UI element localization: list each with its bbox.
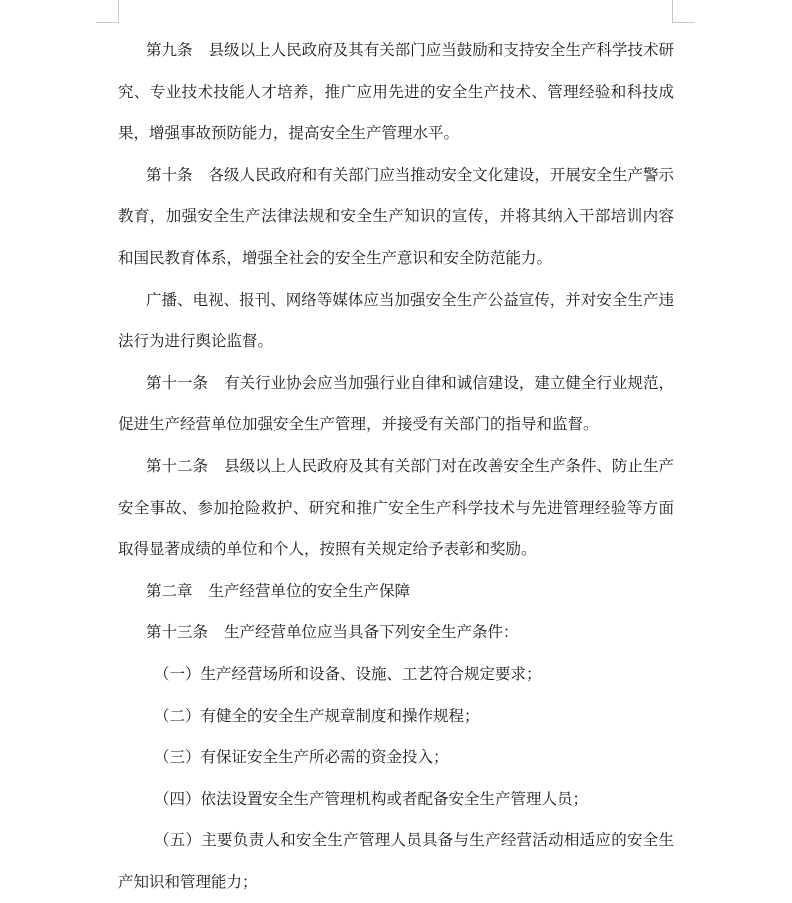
paragraph-article-10 [118, 155, 674, 280]
list-item [118, 654, 674, 696]
article-number: 第十二条 [146, 456, 209, 475]
list-item-text: （四）依法设置安全生产管理机构或者配备安全生产管理人员； [154, 789, 589, 808]
paragraph-article-12 [118, 446, 674, 571]
paragraph-text: 县级以上人民政府及其有关部门应当鼓励和支持安全生产科学技术研究、专业技术技能人才培养，推广应用先进的安全生产技术、管理经验和科技成果，增强事故预防能力，提高安全生产管理水平。 [118, 41, 674, 143]
article-number: 第十一条 [146, 373, 209, 392]
article-number: 第十条 [146, 165, 193, 184]
page-corner-mark-right [672, 0, 695, 23]
paragraph-media [118, 280, 674, 363]
paragraph-text: 县级以上人民政府及其有关部门对在改善安全生产条件、防止生产安全事故、参加抢险救护、研究和推广安全生产科学技术与先进管理经验等方面取得显著成绩的单位和个人，按照有关规定给予表彰和奖励。 [118, 456, 674, 559]
list-item-text: （一）生产经营场所和设备、设施、工艺符合规定要求； [154, 664, 542, 683]
article-number: 第十三条 [146, 623, 209, 642]
paragraph-article-9 [118, 30, 674, 155]
paragraph-article-13 [118, 612, 674, 654]
list-item-text: （三）有保证安全生产所必需的资金投入； [154, 748, 449, 767]
paragraph-text: 各级人民政府和有关部门应当推动安全文化建设，开展安全生产警示教育，加强安全生产法律法规和安全生产知识的宣传，并将其纳入干部培训内容和国民教育体系，增强全社会的安全生产意识和安全防范能力。 [118, 165, 674, 267]
paragraph-text: 有关行业协会应当加强行业自律和诚信建设，建立健全行业规范，促进生产经营单位加强安全生产管理，并接受有关部门的指导和监督。 [118, 373, 674, 434]
list-item [118, 737, 674, 779]
list-item [118, 696, 674, 738]
list-item-text: （二）有健全的安全生产规章制度和操作规程； [154, 706, 480, 725]
chapter-number: 第二章 [146, 581, 193, 600]
list-item [118, 779, 674, 821]
chapter-title: 生产经营单位的安全生产保障 [208, 581, 411, 600]
paragraph-text: 生产经营单位应当具备下列安全生产条件： [224, 623, 519, 642]
document-body[interactable] [118, 30, 674, 903]
paragraph-text: 广播、电视、报刊、网络等媒体应当加强安全生产公益宣传，并对安全生产违法行为进行舆论监督。 [118, 290, 674, 351]
list-item [118, 820, 674, 903]
article-number: 第九条 [146, 41, 193, 59]
paragraph-article-11 [118, 363, 674, 446]
page-corner-mark-left [96, 0, 119, 23]
chapter-heading [118, 571, 674, 613]
list-item-text: （五）主要负责人和安全生产管理人员具备与生产经营活动相适应的安全生产知识和管理能力； [118, 831, 674, 891]
